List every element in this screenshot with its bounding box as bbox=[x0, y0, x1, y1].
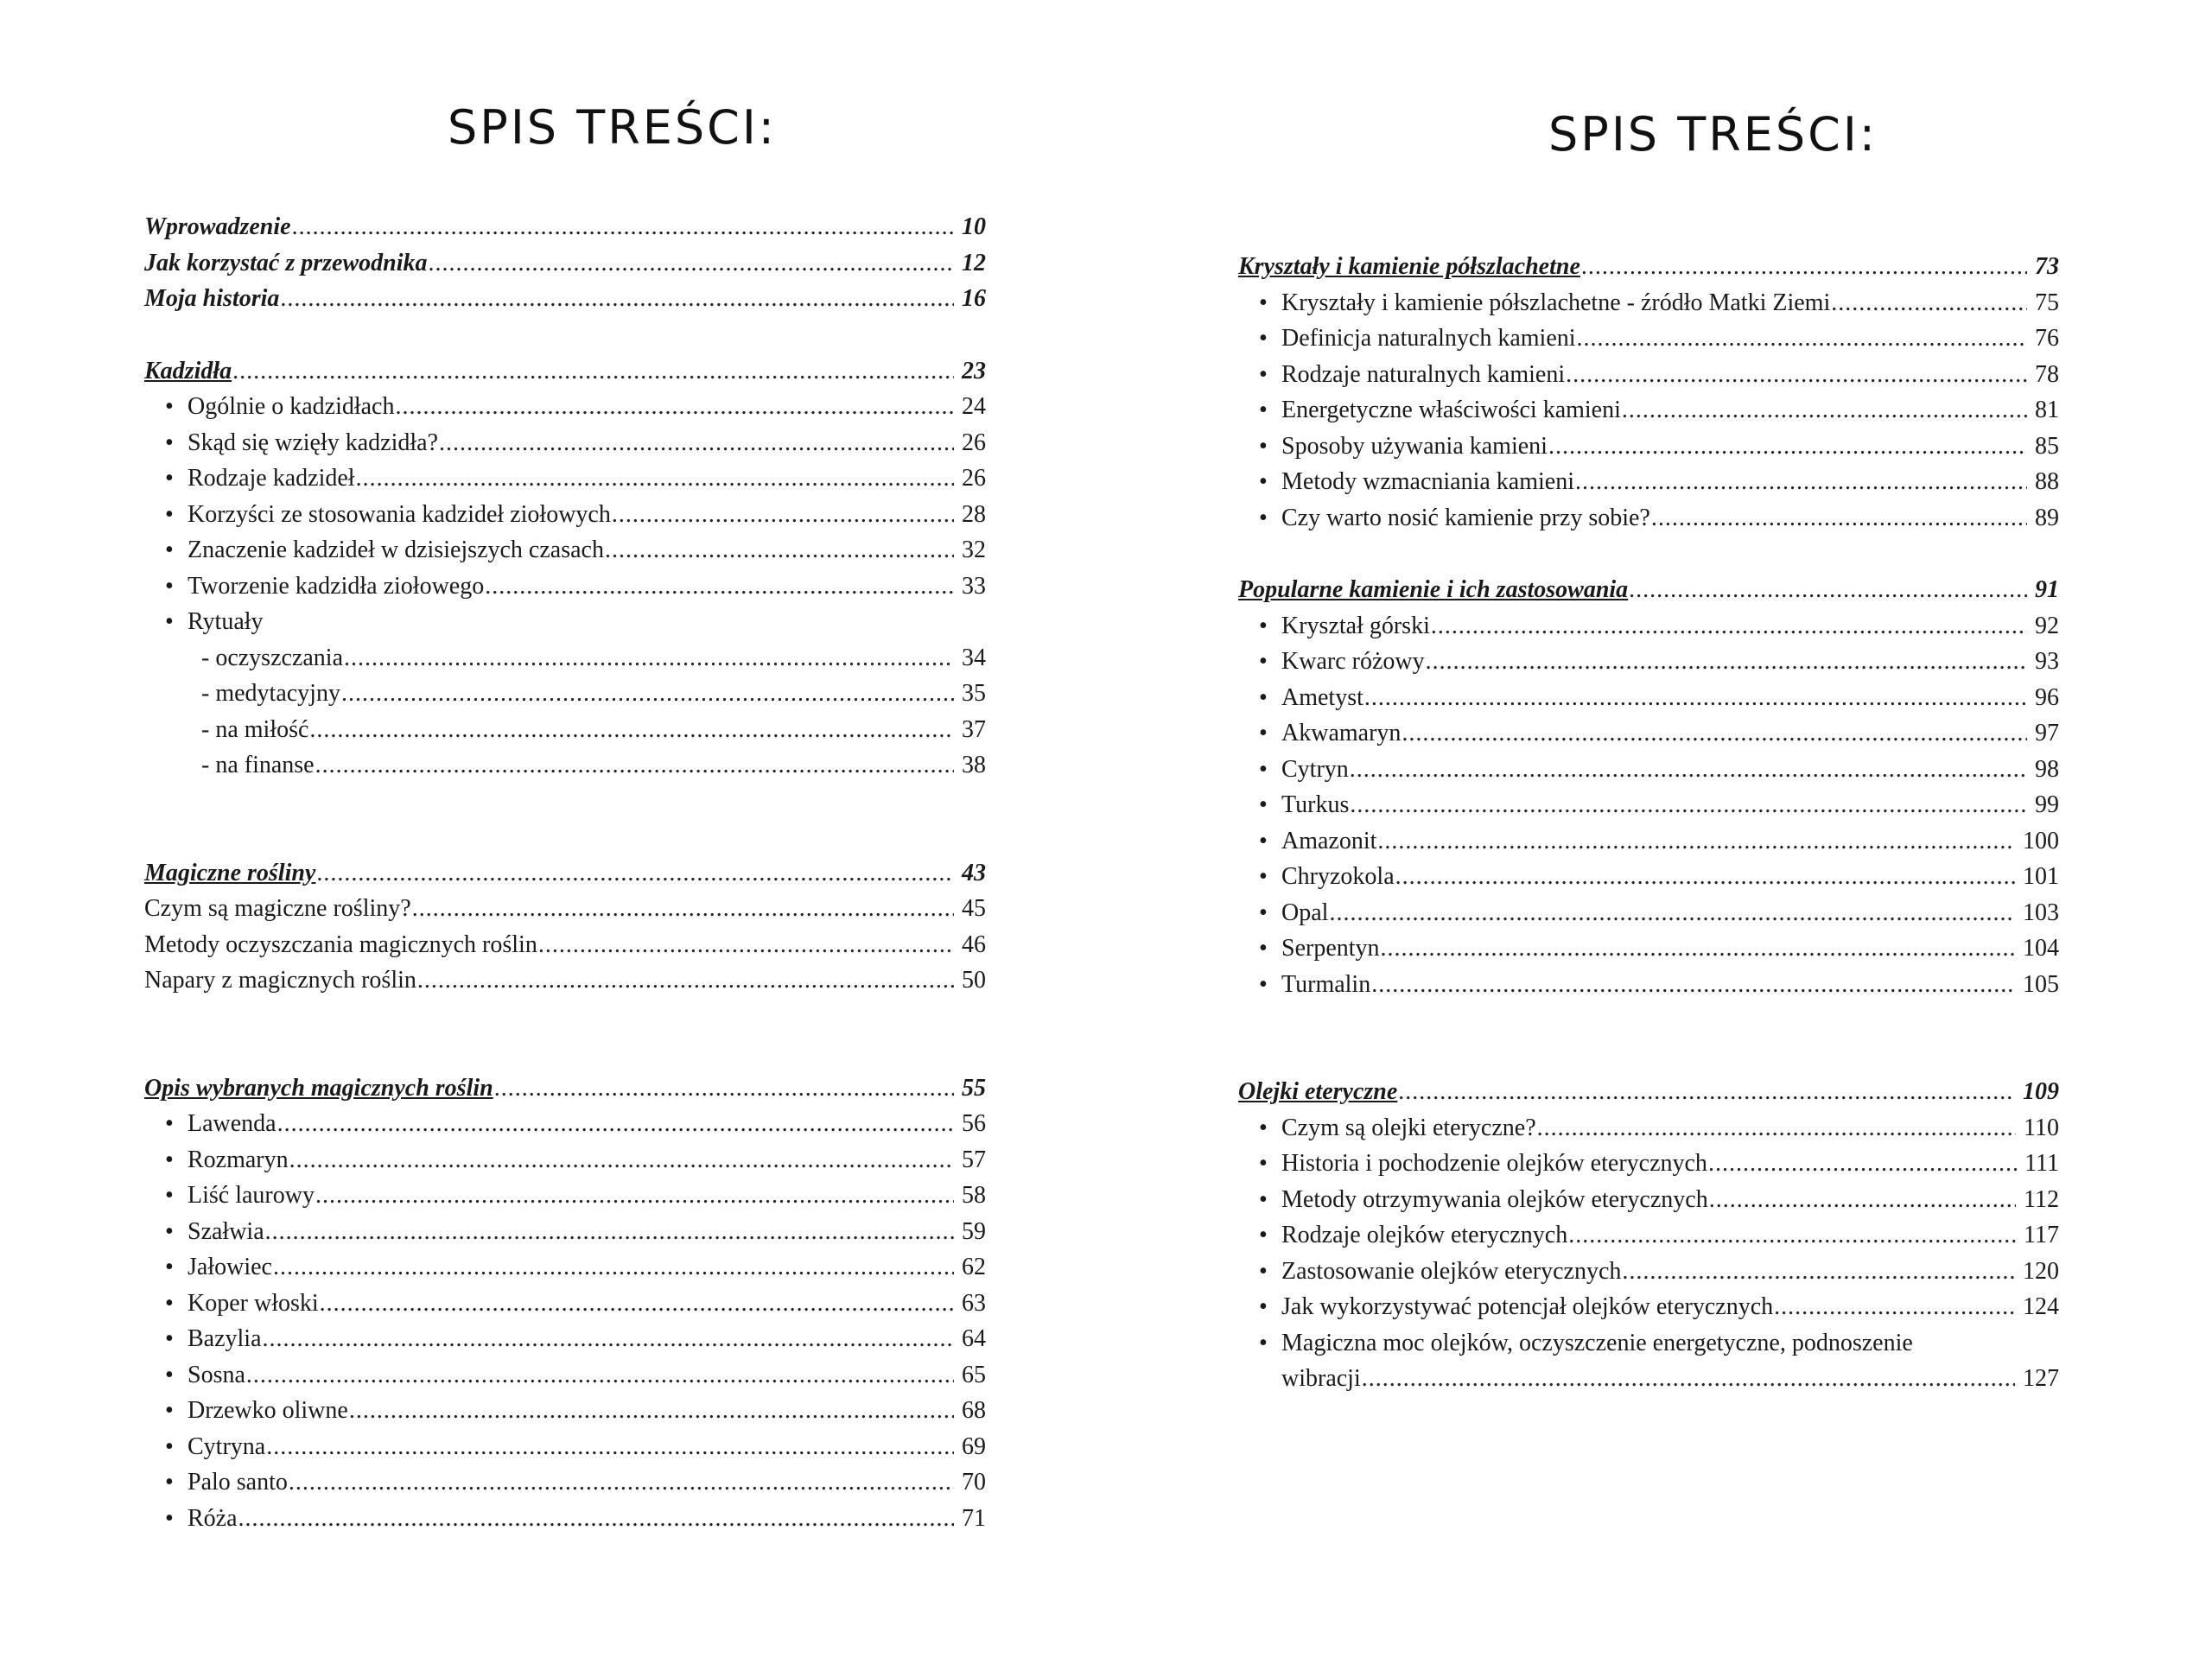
item-title: • Sosna bbox=[165, 1357, 245, 1394]
item-page: 127 bbox=[2023, 1365, 2059, 1392]
section-title: Kryształy i kamienie półszlachetne bbox=[1238, 253, 1580, 280]
toc-item bbox=[1238, 1146, 2059, 1182]
toc-subitem bbox=[144, 712, 986, 748]
item-page: 89 bbox=[2035, 504, 2059, 531]
toc-item bbox=[144, 460, 986, 497]
item-title: • Kryształy i kamienie półszlachetne - źródło Matki Ziemi bbox=[1259, 285, 1830, 321]
item-page: 103 bbox=[2023, 899, 2059, 926]
item-title: • Tworzenie kadzidła ziołowego bbox=[165, 568, 484, 605]
item-title: • Czy warto nosić kamienie przy sobie? bbox=[1259, 500, 1650, 537]
item-page: 120 bbox=[2023, 1257, 2059, 1285]
entry-title: Wprowadzenie bbox=[144, 213, 291, 240]
item-page: 98 bbox=[2035, 755, 2059, 783]
toc-item bbox=[1238, 285, 2059, 321]
item-title: • Kryształ górski bbox=[1259, 608, 1430, 645]
toc-item bbox=[144, 1142, 986, 1178]
toc-entry bbox=[144, 209, 986, 245]
entry-page: 45 bbox=[962, 895, 986, 922]
item-page: 75 bbox=[2035, 289, 2059, 316]
subitem-page: 34 bbox=[962, 644, 986, 671]
item-title: • Ogólnie o kadzidłach bbox=[165, 389, 394, 425]
toc-item bbox=[144, 1249, 986, 1286]
toc-item bbox=[144, 1357, 986, 1394]
item-title: • Zastosowanie olejków eterycznych bbox=[1259, 1254, 1621, 1290]
toc-item bbox=[1238, 930, 2059, 967]
right-page bbox=[1106, 0, 2212, 1664]
toc-item bbox=[144, 1286, 986, 1322]
item-page: 100 bbox=[2023, 827, 2059, 854]
toc-entry bbox=[144, 245, 986, 282]
section-title: Popularne kamienie i ich zastosowania bbox=[1238, 576, 1629, 603]
section-page: 109 bbox=[2023, 1078, 2059, 1105]
item-title: • Jałowiec bbox=[165, 1249, 272, 1286]
item-title: • Turkus bbox=[1259, 787, 1349, 823]
item-title: • Opal bbox=[1259, 895, 1328, 931]
toc-item bbox=[144, 1393, 986, 1429]
toc-item bbox=[1238, 429, 2059, 465]
toc-item bbox=[1238, 1110, 2059, 1146]
toc-item bbox=[144, 1321, 986, 1357]
toc-item bbox=[1238, 644, 2059, 680]
entry-page: 12 bbox=[962, 249, 986, 276]
item-title: • Definicja naturalnych kamieni bbox=[1259, 321, 1576, 357]
toc-item bbox=[1238, 392, 2059, 429]
toc-item bbox=[144, 532, 986, 568]
section-heading bbox=[1238, 572, 2059, 608]
item-page: 26 bbox=[962, 429, 986, 456]
toc-item bbox=[1238, 1182, 2059, 1218]
section-heading bbox=[144, 1070, 986, 1107]
toc-item bbox=[144, 1106, 986, 1142]
toc-entry bbox=[144, 281, 986, 317]
item-page: 70 bbox=[962, 1469, 986, 1496]
section-page: 55 bbox=[962, 1074, 986, 1102]
toc-item bbox=[144, 1178, 986, 1214]
item-page: 68 bbox=[962, 1397, 986, 1424]
page-heading: SPIS TREŚCI: bbox=[1548, 107, 1878, 162]
item-title: • Chryzokola bbox=[1259, 859, 1395, 895]
toc-item bbox=[144, 425, 986, 461]
section-title: Magiczne rośliny bbox=[144, 859, 316, 886]
item-title: • Kwarc różowy bbox=[1259, 644, 1425, 680]
item-title: • Drzewko oliwne bbox=[165, 1393, 348, 1429]
toc-item bbox=[1238, 1289, 2059, 1325]
item-title: • Korzyści ze stosowania kadzideł ziołowych bbox=[165, 497, 611, 533]
entry-title: Napary z magicznych roślin bbox=[144, 967, 416, 994]
item-title: • Rytuały bbox=[165, 604, 264, 640]
toc-item bbox=[1238, 967, 2059, 1003]
toc-item bbox=[1238, 1325, 2059, 1362]
toc-item bbox=[1238, 464, 2059, 500]
item-title: • Cytryna bbox=[165, 1429, 265, 1465]
item-page: 111 bbox=[2024, 1150, 2059, 1177]
entry-page: 16 bbox=[962, 285, 986, 312]
item-title: • Rozmaryn bbox=[165, 1142, 289, 1178]
item-title: • Ametyst bbox=[1259, 680, 1363, 716]
item-page: 110 bbox=[2024, 1114, 2059, 1141]
item-page: 93 bbox=[2035, 648, 2059, 675]
item-page: 97 bbox=[2035, 720, 2059, 746]
section-title: Olejki eteryczne bbox=[1238, 1078, 1398, 1105]
toc-item bbox=[1238, 357, 2059, 393]
item-title: • Energetyczne właściwości kamieni bbox=[1259, 392, 1621, 429]
toc-item bbox=[1238, 715, 2059, 752]
item-page: 105 bbox=[2023, 970, 2059, 998]
section-page: 73 bbox=[2035, 253, 2059, 280]
table-of-contents bbox=[144, 209, 986, 1536]
item-title: • Sposoby używania kamieni bbox=[1259, 429, 1548, 465]
item-title: • Serpentyn bbox=[1259, 930, 1380, 967]
toc-item bbox=[144, 604, 986, 640]
entry-page: 46 bbox=[962, 930, 986, 958]
item-title: • Szałwia bbox=[165, 1214, 264, 1250]
item-page: 64 bbox=[962, 1325, 986, 1352]
toc-entry bbox=[144, 927, 986, 963]
toc-item bbox=[1238, 1254, 2059, 1290]
toc-item bbox=[144, 497, 986, 533]
item-title: • Metody wzmacniania kamieni bbox=[1259, 464, 1574, 500]
subitem-title: - na finanse bbox=[201, 747, 315, 784]
item-page: 26 bbox=[962, 465, 986, 492]
item-page: 58 bbox=[962, 1182, 986, 1209]
item-page: 78 bbox=[2035, 360, 2059, 388]
subitem-title: - na miłość bbox=[201, 712, 308, 748]
item-page: 65 bbox=[962, 1361, 986, 1388]
toc-item bbox=[1238, 752, 2059, 788]
item-page: 88 bbox=[2035, 468, 2059, 495]
item-page: 124 bbox=[2023, 1293, 2059, 1320]
item-title: • Historia i pochodzenie olejków eterycznych bbox=[1259, 1146, 1707, 1182]
item-page: 63 bbox=[962, 1289, 986, 1317]
item-page: 92 bbox=[2035, 612, 2059, 639]
toc-item bbox=[144, 1429, 986, 1465]
toc-subitem bbox=[144, 747, 986, 784]
item-page: 99 bbox=[2035, 791, 2059, 818]
item-page: 71 bbox=[962, 1504, 986, 1532]
item-title: • Lawenda bbox=[165, 1106, 276, 1142]
item-title: • Róża bbox=[165, 1501, 238, 1537]
item-page: 112 bbox=[2024, 1185, 2059, 1213]
toc-item bbox=[1238, 680, 2059, 716]
item-page: 101 bbox=[2023, 863, 2059, 890]
entry-title: Metody oczyszczania magicznych roślin bbox=[144, 930, 537, 958]
item-page: 24 bbox=[962, 393, 986, 420]
item-page: 62 bbox=[962, 1254, 986, 1280]
toc-item bbox=[1238, 787, 2059, 823]
item-title: • Turmalin bbox=[1259, 967, 1370, 1003]
section-heading bbox=[144, 855, 986, 892]
item-page: 32 bbox=[962, 537, 986, 563]
toc-item bbox=[144, 1464, 986, 1501]
item-page: 85 bbox=[2035, 432, 2059, 460]
section-heading bbox=[1238, 1074, 2059, 1110]
entry-page: 50 bbox=[962, 967, 986, 994]
section-heading bbox=[144, 353, 986, 390]
item-page: 96 bbox=[2035, 683, 2059, 711]
section-title: Kadzidła bbox=[144, 357, 232, 384]
subitem-title: - medytacyjny bbox=[201, 676, 340, 712]
item-title: • Czym są olejki eteryczne? bbox=[1259, 1110, 1536, 1146]
item-title: • Bazylia bbox=[165, 1321, 262, 1357]
subitem-page: 35 bbox=[962, 680, 986, 707]
item-title: • Metody otrzymywania olejków eterycznych bbox=[1259, 1182, 1708, 1218]
table-of-contents bbox=[1238, 249, 2059, 1397]
subitem-page: 37 bbox=[962, 715, 986, 743]
entry-title: Czym są magiczne rośliny? bbox=[144, 895, 411, 922]
toc-subitem bbox=[144, 640, 986, 676]
item-title: • Akwamaryn bbox=[1259, 715, 1401, 752]
toc-item bbox=[144, 568, 986, 605]
toc-item bbox=[1238, 859, 2059, 895]
item-page: 81 bbox=[2035, 397, 2059, 423]
item-page: 59 bbox=[962, 1217, 986, 1245]
toc-item bbox=[1238, 500, 2059, 537]
toc-item bbox=[1238, 321, 2059, 357]
section-title: Opis wybranych magicznych roślin bbox=[144, 1074, 493, 1102]
toc-item bbox=[1238, 895, 2059, 931]
section-page: 91 bbox=[2035, 576, 2059, 603]
toc-item bbox=[1238, 608, 2059, 645]
item-title: • Rodzaje olejków eterycznych bbox=[1259, 1217, 1567, 1254]
item-title: • Liść laurowy bbox=[165, 1178, 315, 1214]
toc-item bbox=[1238, 1217, 2059, 1254]
subitem-page: 38 bbox=[962, 752, 986, 778]
toc-entry bbox=[144, 962, 986, 999]
toc-item bbox=[144, 1501, 986, 1537]
item-title: • Magiczna moc olejków, oczyszczenie energetyczne, podnoszenie bbox=[1259, 1325, 1913, 1362]
entry-page: 10 bbox=[962, 213, 986, 240]
toc-item bbox=[1238, 823, 2059, 860]
item-title: • Skąd się wzięły kadzidła? bbox=[165, 425, 438, 461]
item-title: • Amazonit bbox=[1259, 823, 1376, 860]
toc-item bbox=[144, 389, 986, 425]
item-page: 69 bbox=[962, 1432, 986, 1460]
toc-item bbox=[144, 1214, 986, 1250]
item-title: • Rodzaje kadzideł bbox=[165, 460, 355, 497]
item-page: 117 bbox=[2024, 1222, 2059, 1248]
toc-item-continuation bbox=[1238, 1361, 2059, 1397]
item-title: • Cytryn bbox=[1259, 752, 1349, 788]
subitem-title: - oczyszczania bbox=[201, 640, 343, 676]
item-title: • Jak wykorzystywać potencjał olejków eterycznych bbox=[1259, 1289, 1773, 1325]
section-heading bbox=[1238, 249, 2059, 285]
item-page: 56 bbox=[962, 1110, 986, 1137]
item-title: • Rodzaje naturalnych kamieni bbox=[1259, 357, 1565, 393]
item-title: • Znaczenie kadzideł w dzisiejszych czasach bbox=[165, 532, 604, 568]
section-page: 43 bbox=[962, 859, 986, 886]
item-page: 33 bbox=[962, 572, 986, 600]
item-title: wibracji bbox=[1281, 1365, 1361, 1392]
item-page: 28 bbox=[962, 500, 986, 528]
entry-title: Jak korzystać z przewodnika bbox=[144, 249, 428, 276]
section-page: 23 bbox=[962, 357, 986, 384]
entry-title: Moja historia bbox=[144, 285, 280, 312]
toc-entry bbox=[144, 891, 986, 927]
item-title: • Palo santo bbox=[165, 1464, 288, 1501]
item-title: • Koper włoski bbox=[165, 1286, 319, 1322]
item-page: 76 bbox=[2035, 325, 2059, 352]
item-page: 104 bbox=[2023, 935, 2059, 962]
item-page: 57 bbox=[962, 1146, 986, 1173]
toc-subitem bbox=[144, 676, 986, 712]
page-heading: SPIS TREŚCI: bbox=[448, 100, 777, 155]
